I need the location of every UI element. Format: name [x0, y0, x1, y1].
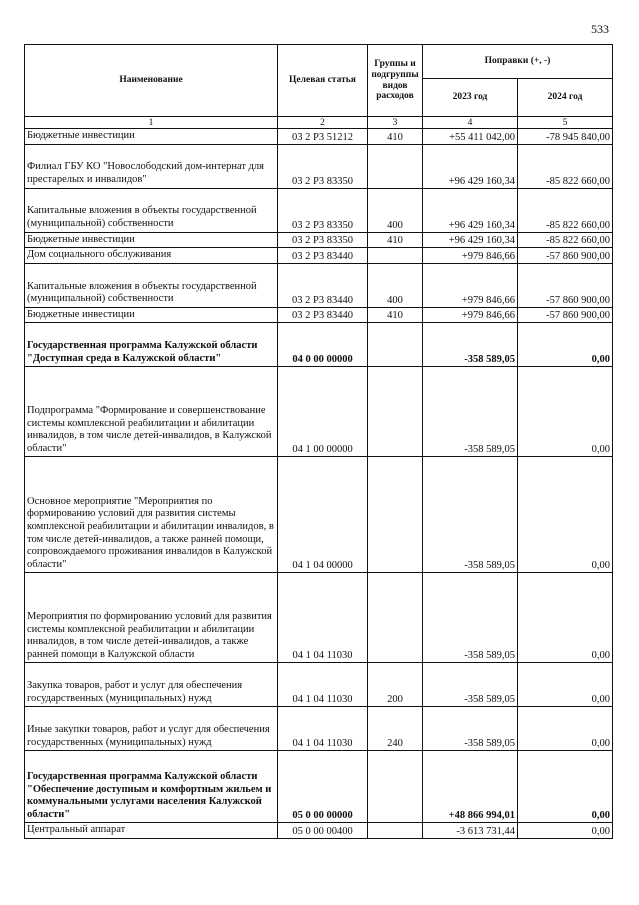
row-name: Капитальные вложения в объекты государственной (муниципальной) собственности [25, 188, 278, 232]
row-amount-2023: -358 589,05 [423, 367, 518, 457]
row-amount-2023: -358 589,05 [423, 457, 518, 573]
header-name: Наименование [25, 45, 278, 117]
row-expense-group [368, 573, 423, 663]
row-name: Подпрограмма "Формирование и совершенствование системы комплексной реабилитации и абилитации инвалидов, в том числе детей-инвалидов, в Калужской области" [25, 367, 278, 457]
row-expense-group [368, 457, 423, 573]
row-amount-2023: -3 613 731,44 [423, 823, 518, 839]
row-amount-2023: -358 589,05 [423, 573, 518, 663]
row-amount-2024: -57 860 900,00 [518, 248, 613, 264]
table-row [25, 367, 613, 457]
row-amount-2023: +96 429 160,34 [423, 144, 518, 188]
row-target-code: 04 1 04 00000 [278, 457, 368, 573]
row-target-code: 04 1 04 11030 [278, 573, 368, 663]
row-amount-2023: +96 429 160,34 [423, 188, 518, 232]
row-expense-group [368, 367, 423, 457]
row-amount-2023: -358 589,05 [423, 323, 518, 367]
row-amount-2024: 0,00 [518, 751, 613, 823]
header-amendments: Поправки (+, -) [423, 45, 613, 79]
table-row [25, 248, 613, 264]
row-target-code: 04 1 04 11030 [278, 663, 368, 707]
header-year-2024: 2024 год [518, 79, 613, 117]
row-amount-2024: 0,00 [518, 573, 613, 663]
header-year-2023: 2023 год [423, 79, 518, 117]
table-row [25, 573, 613, 663]
row-expense-group [368, 248, 423, 264]
row-amount-2024: -85 822 660,00 [518, 232, 613, 248]
col-number-5: 5 [518, 117, 613, 129]
row-name: Бюджетные инвестиции [25, 129, 278, 145]
row-target-code: 05 0 00 00400 [278, 823, 368, 839]
row-expense-group: 240 [368, 707, 423, 751]
row-amount-2024: -85 822 660,00 [518, 188, 613, 232]
row-name: Закупка товаров, работ и услуг для обеспечения государственных (муниципальных) нужд [25, 663, 278, 707]
table-row [25, 457, 613, 573]
table-row [25, 823, 613, 839]
row-amount-2023: -358 589,05 [423, 663, 518, 707]
row-amount-2024: -85 822 660,00 [518, 144, 613, 188]
table-row [25, 129, 613, 145]
page-number: 533 [591, 22, 609, 36]
row-amount-2023: +979 846,66 [423, 248, 518, 264]
row-name: Основное мероприятие "Мероприятия по формированию условий для развития системы комплексной реабилитации и абилитации инвалидов, в том числе детей-инвалидов, а также ранней помощи, сопровождаемого проживания инвалидов в Калужской области" [25, 457, 278, 573]
col-number-4: 4 [423, 117, 518, 129]
row-amount-2023: +979 846,66 [423, 263, 518, 307]
header-target: Целевая статья [278, 45, 368, 117]
row-name: Центральный аппарат [25, 823, 278, 839]
row-amount-2024: 0,00 [518, 323, 613, 367]
row-expense-group: 400 [368, 188, 423, 232]
row-target-code: 03 2 P3 83350 [278, 188, 368, 232]
row-target-code: 05 0 00 00000 [278, 751, 368, 823]
row-target-code: 03 2 P3 83440 [278, 263, 368, 307]
col-number-3: 3 [368, 117, 423, 129]
header-groups: Группы и подгруппы видов расходов [368, 45, 423, 117]
row-amount-2024: -57 860 900,00 [518, 263, 613, 307]
row-name: Государственная программа Калужской области "Обеспечение доступным и комфортным жильем и коммунальными услугами населения Калужской области" [25, 751, 278, 823]
row-name: Государственная программа Калужской области "Доступная среда в Калужской области" [25, 323, 278, 367]
row-expense-group: 200 [368, 663, 423, 707]
row-name: Иные закупки товаров, работ и услуг для обеспечения государственных (муниципальных) нужд [25, 707, 278, 751]
row-target-code: 04 1 04 11030 [278, 707, 368, 751]
table-row [25, 707, 613, 751]
row-name: Филиал ГБУ КО "Новослободский дом-интернат для престарелых и инвалидов" [25, 144, 278, 188]
row-target-code: 03 2 P3 83350 [278, 232, 368, 248]
row-expense-group: 410 [368, 129, 423, 145]
row-expense-group [368, 323, 423, 367]
col-number-2: 2 [278, 117, 368, 129]
row-amount-2024: -78 945 840,00 [518, 129, 613, 145]
row-amount-2024: -57 860 900,00 [518, 307, 613, 323]
row-expense-group [368, 144, 423, 188]
table-row [25, 751, 613, 823]
row-amount-2024: 0,00 [518, 367, 613, 457]
row-expense-group [368, 751, 423, 823]
row-amount-2024: 0,00 [518, 823, 613, 839]
table-row [25, 323, 613, 367]
row-target-code: 03 2 P3 83440 [278, 307, 368, 323]
row-name: Дом социального обслуживания [25, 248, 278, 264]
row-name: Бюджетные инвестиции [25, 232, 278, 248]
row-amount-2024: 0,00 [518, 707, 613, 751]
col-number-1: 1 [25, 117, 278, 129]
row-target-code: 03 2 P3 83440 [278, 248, 368, 264]
table-row [25, 232, 613, 248]
row-target-code: 04 1 00 00000 [278, 367, 368, 457]
row-expense-group: 400 [368, 263, 423, 307]
table-row [25, 188, 613, 232]
row-expense-group: 410 [368, 232, 423, 248]
row-name: Капитальные вложения в объекты государственной (муниципальной) собственности [25, 263, 278, 307]
row-amount-2024: 0,00 [518, 457, 613, 573]
row-target-code: 03 2 P3 83350 [278, 144, 368, 188]
row-amount-2024: 0,00 [518, 663, 613, 707]
row-amount-2023: -358 589,05 [423, 707, 518, 751]
row-name: Мероприятия по формированию условий для развития системы комплексной реабилитации и абилитации инвалидов, в том числе детей-инвалидов, а также ранней помощи в Калужской области [25, 573, 278, 663]
row-expense-group: 410 [368, 307, 423, 323]
table-row [25, 144, 613, 188]
row-name: Бюджетные инвестиции [25, 307, 278, 323]
row-target-code: 03 2 P3 51212 [278, 129, 368, 145]
table-row [25, 663, 613, 707]
row-amount-2023: +979 846,66 [423, 307, 518, 323]
row-amount-2023: +96 429 160,34 [423, 232, 518, 248]
table-row [25, 307, 613, 323]
row-amount-2023: +48 866 994,01 [423, 751, 518, 823]
row-target-code: 04 0 00 00000 [278, 323, 368, 367]
row-amount-2023: +55 411 042,00 [423, 129, 518, 145]
row-expense-group [368, 823, 423, 839]
table-row [25, 263, 613, 307]
budget-table [24, 44, 613, 839]
